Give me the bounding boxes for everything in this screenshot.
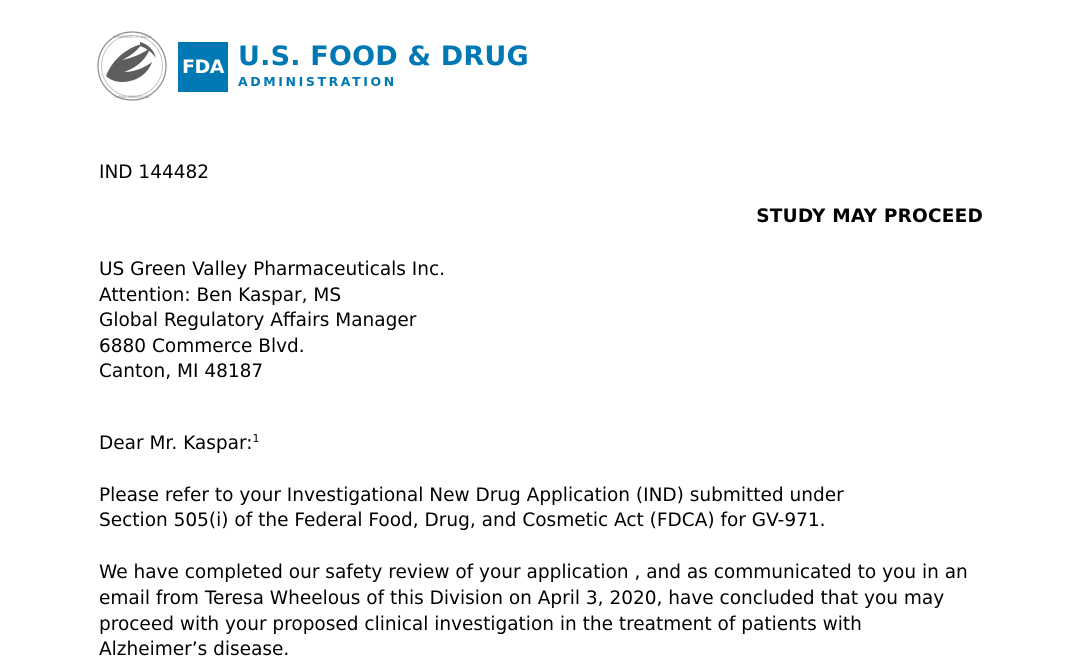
- paragraph-2: We have completed our safety review of your application , and as communicated to you in an email from Teresa Wheelous of this Division on April 3, 2020, have concluded that you may proceed with your proposed clinical investigation in the treatment of patients with Alzheimer’s disease.: [99, 562, 968, 661]
- svg-text:DEPARTMENT OF HEALTH: DEPARTMENT OF HEALTH: [112, 35, 152, 39]
- agency-title: U.S. FOOD & DRUG: [238, 41, 529, 72]
- recipient-city-state-zip: Canton, MI 48187: [99, 361, 264, 382]
- recipient-address: [99, 257, 999, 385]
- ind-number: IND 144482: [99, 162, 210, 183]
- hhs-seal-icon: [96, 30, 168, 102]
- recipient-title: Global Regulatory Affairs Manager: [99, 310, 417, 331]
- fda-wordmark-text: [238, 42, 529, 90]
- paragraph-1: Please refer to your Investigational New Drug Application (IND) submitted under Section 505(i) of the Federal Food, Drug, and Cosmetic Act (FDCA) for GV-971.: [99, 484, 844, 532]
- recipient-attention: Attention: Ben Kaspar, MS: [99, 284, 342, 306]
- agency-subtitle: ADMINISTRATION: [238, 74, 397, 89]
- letter-body: [99, 160, 999, 663]
- recipient-company: US Green Valley Pharmaceuticals Inc.: [99, 259, 446, 280]
- fda-abbrev-badge: FDA: [178, 42, 228, 92]
- salutation: [99, 431, 999, 457]
- salutation-footnote-marker: 1: [252, 431, 260, 445]
- fda-wordmark: [178, 30, 529, 92]
- status-stamp-row: [99, 186, 999, 227]
- fda-letterhead: [96, 30, 529, 102]
- status-badge: STUDY MAY PROCEED: [756, 206, 983, 227]
- recipient-street: 6880 Commerce Blvd.: [99, 335, 305, 357]
- svg-text:HUMAN SERVICES USA: HUMAN SERVICES USA: [114, 95, 150, 99]
- salutation-text: Dear Mr. Kaspar:: [99, 432, 253, 454]
